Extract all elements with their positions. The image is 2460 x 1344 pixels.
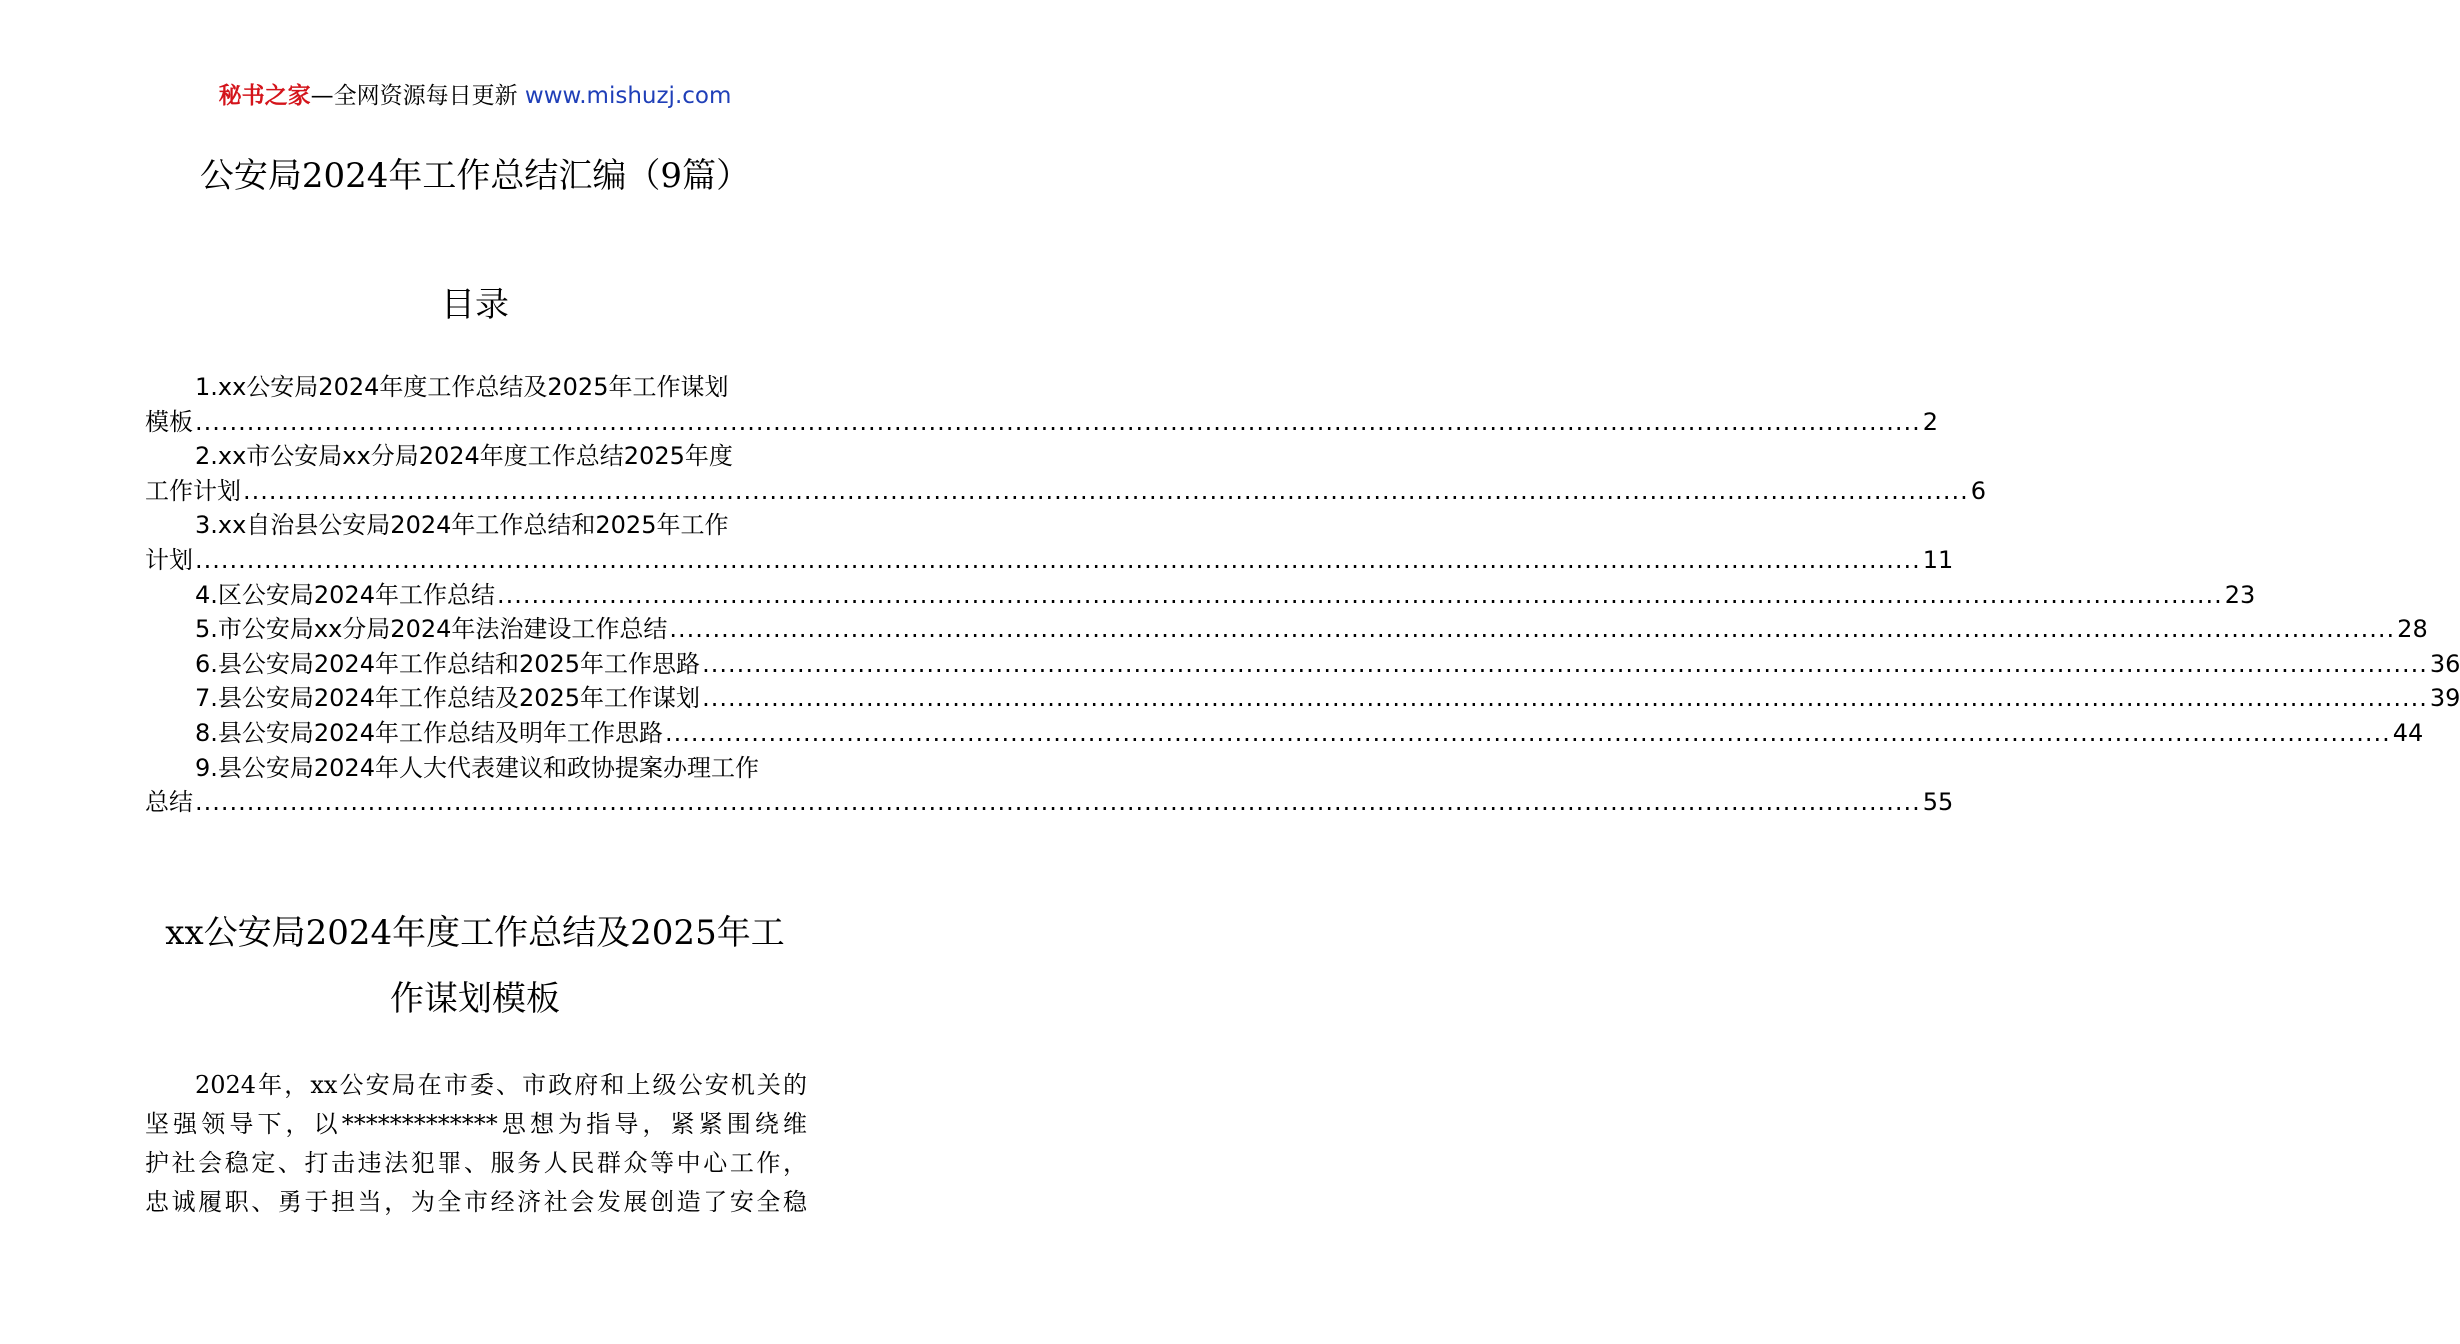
toc-page-number: 28 <box>2397 615 2428 644</box>
toc-entry-5[interactable] <box>145 612 2428 647</box>
section-title-line-2: 作谋划模板 <box>390 979 560 1019</box>
toc-entry-title-cont: 模板 <box>145 407 193 436</box>
toc-leader-dots: ........................................................................................................................................................................................................ <box>195 407 1921 436</box>
toc-entry-title-cont: 计划 <box>145 545 193 574</box>
toc-entry-7[interactable] <box>145 681 2460 716</box>
toc-entry-title: 3.xx自治县公安局2024年工作总结和2025年工作 <box>195 511 729 540</box>
toc-entry-title: 6.县公安局2024年工作总结和2025年工作思路 <box>195 649 701 678</box>
toc-entry-1[interactable] <box>145 370 1939 439</box>
section-title-line-1: xx公安局2024年度工作总结及2025年工 <box>165 913 785 953</box>
toc-entry-3[interactable] <box>145 508 1954 577</box>
toc-page-number: 2 <box>1922 407 1939 436</box>
table-of-contents <box>145 370 2460 820</box>
document-title: 公安局2024年工作总结汇编（9篇） <box>199 156 751 196</box>
paragraph-line-2: 坚强领导下，以*************思想为指导，紧紧围绕维 <box>145 1110 807 1138</box>
toc-page-number: 44 <box>2392 718 2424 747</box>
site-header <box>0 80 950 112</box>
toc-entry-title-cont: 工作计划 <box>145 476 241 505</box>
toc-entry-title: 4.区公安局2024年工作总结 <box>195 580 495 609</box>
toc-entry-title: 8.县公安局2024年工作总结及明年工作思路 <box>195 718 663 747</box>
toc-page-number: 39 <box>2429 684 2460 713</box>
site-brand: 秘书之家 <box>218 83 311 109</box>
toc-entry-8[interactable] <box>145 716 2424 751</box>
toc-page-number: 11 <box>1922 545 1954 574</box>
site-url-link[interactable]: www.mishuzj.com <box>524 83 732 109</box>
toc-leader-dots: ........................................................................................................................................................................................................ <box>195 788 1921 817</box>
toc-leader-dots: ........................................................................................................................................................................................................ <box>664 718 2391 747</box>
toc-entry-title: 5.市公安局xx分局2024年法治建设工作总结 <box>195 615 668 644</box>
site-slogan: —全网资源每日更新 <box>310 83 525 109</box>
toc-page-number: 23 <box>2224 580 2256 609</box>
section-title <box>0 900 950 1032</box>
toc-leader-dots: ........................................................................................................................................................................................................ <box>195 545 1921 574</box>
toc-page-number: 6 <box>1970 476 1987 505</box>
section-paragraph <box>145 1066 807 1222</box>
toc-entry-title: 2.xx市公安局xx分局2024年度工作总结2025年度 <box>195 442 733 471</box>
toc-leader-dots: ........................................................................................................................................................................................................ <box>496 580 2223 609</box>
toc-entry-2[interactable] <box>145 439 1987 508</box>
toc-entry-6[interactable] <box>145 647 2460 682</box>
toc-leader-dots: ........................................................................................................................................................................................................ <box>702 684 2428 713</box>
paragraph-line-3: 护社会稳定、打击违法犯罪、服务人民群众等中心工作， <box>145 1149 807 1177</box>
toc-leader-dots: ........................................................................................................................................................................................................ <box>669 615 2396 644</box>
toc-entry-title: 1.xx公安局2024年度工作总结及2025年工作谋划 <box>195 373 729 401</box>
toc-entry-title-cont: 总结 <box>145 788 193 817</box>
paragraph-line-1: 2024年，xx公安局在市委、市政府和上级公安机关的 <box>195 1071 807 1099</box>
toc-page-number: 36 <box>2429 649 2460 678</box>
toc-leader-dots: ........................................................................................................................................................................................................ <box>243 476 1969 505</box>
paragraph-line-4: 忠诚履职、勇于担当，为全市经济社会发展创造了安全稳 <box>145 1188 807 1216</box>
toc-page-number: 55 <box>1922 788 1954 817</box>
toc-entry-title: 7.县公安局2024年工作总结及2025年工作谋划 <box>195 684 701 713</box>
toc-entry-title: 9.县公安局2024年人大代表建议和政协提案办理工作 <box>195 753 759 782</box>
toc-title: 目录 <box>441 285 509 325</box>
toc-entry-4[interactable] <box>145 578 2256 613</box>
toc-entry-9[interactable] <box>145 751 1954 820</box>
toc-leader-dots: ........................................................................................................................................................................................................ <box>702 649 2428 678</box>
